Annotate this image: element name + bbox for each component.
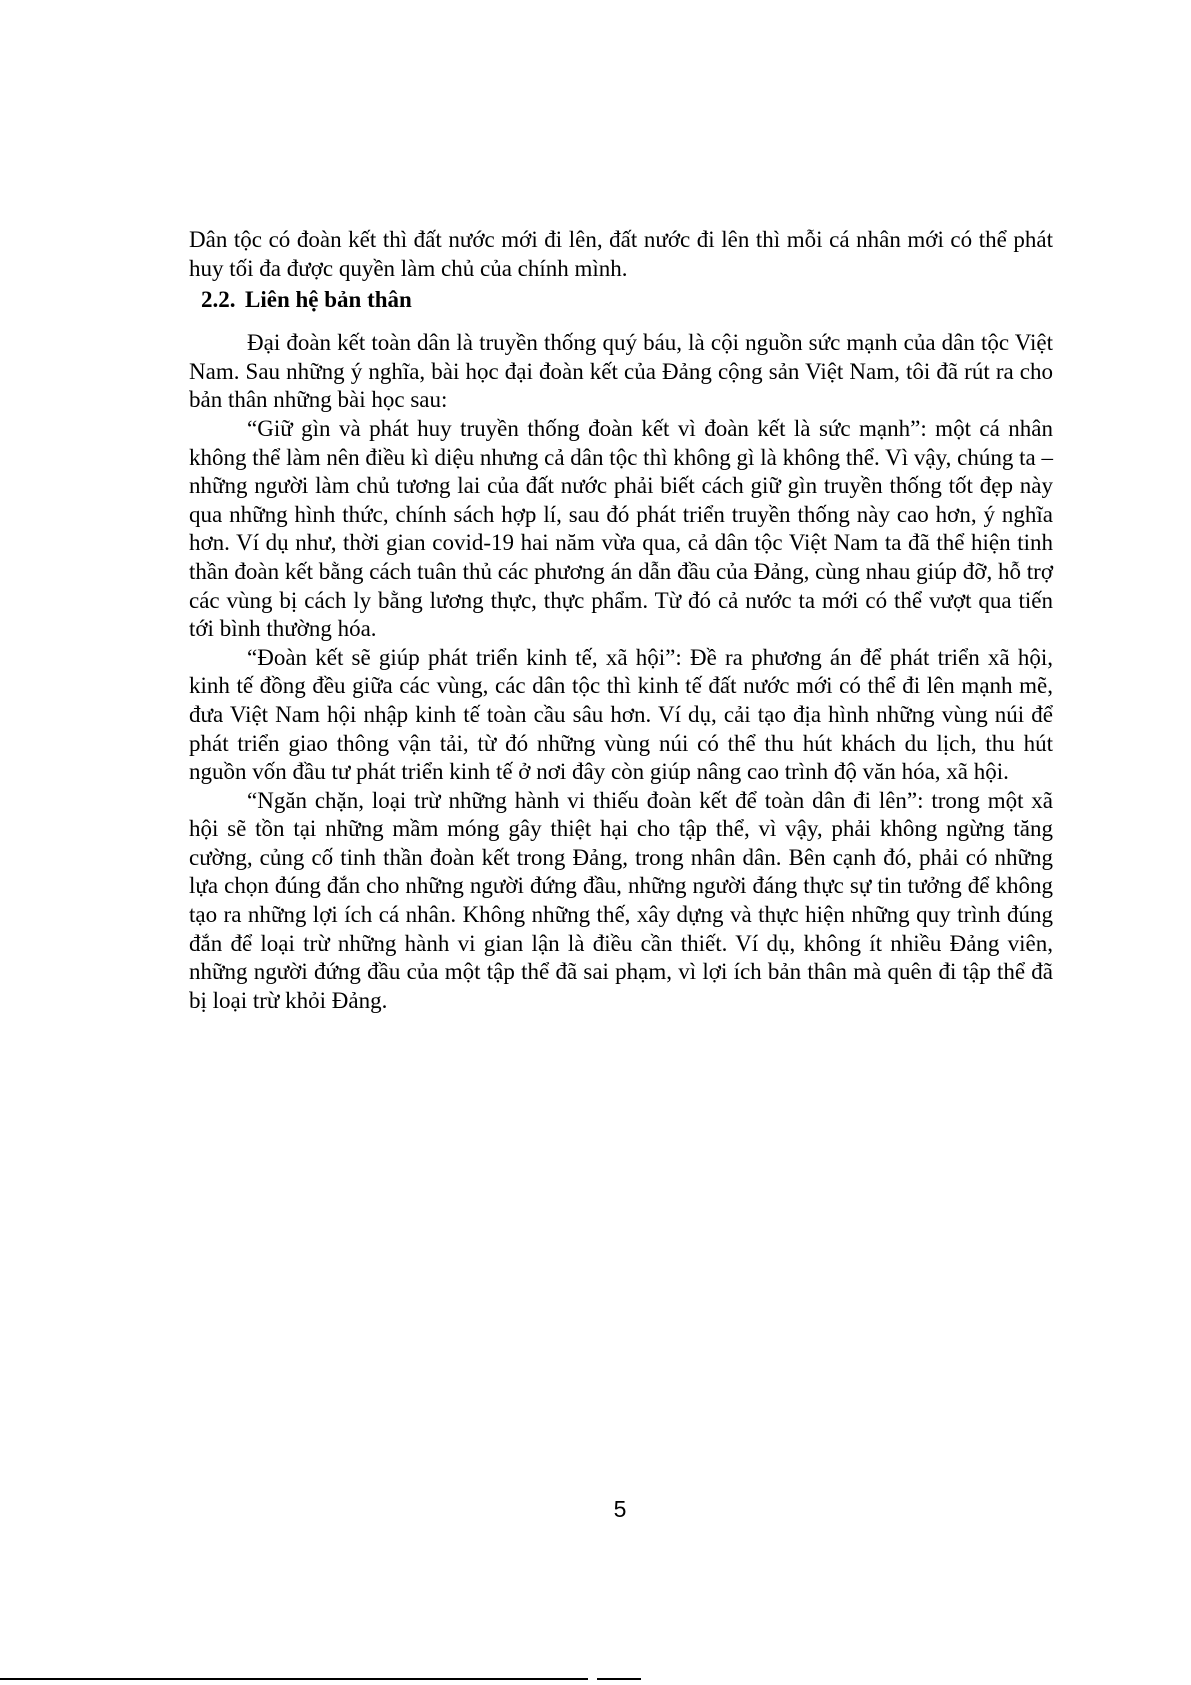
body-paragraph-1: Đại đoàn kết toàn dân là truyền thống quý báu, là cội nguồn sức mạnh của dân tộc Việt Nam. Sau những ý nghĩa, bài học đại đoàn kết của Đảng cộng sản Việt Nam, tôi đã rút ra cho bản thân những bài học sau: xyxy=(189,330,1053,413)
body-paragraph-2: “Giữ gìn và phát huy truyền thống đoàn kết vì đoàn kết là sức mạnh”: một cá nhân không thể làm nên điều kì diệu nhưng cả dân tộc thì không gì là không thể. Vì vậy, chúng ta – những người làm chủ tương lai của đất nước phải biết cách giữ gìn truyền thống tốt đẹp này qua những hình thức, chính sách hợp lí, sau đó phát triển truyền thống này cao hơn, ý nghĩa hơn. Ví dụ như, thời gian covid-19 hai năm vừa qua, cả dân tộc Việt Nam ta đã thể hiện tinh thần đoàn kết bằng cách tuân thủ các phương án dẫn đầu của Đảng, cùng nhau giúp đỡ, hỗ trợ các vùng bị cách ly bằng lương thực, thực phẩm. Từ đó cả nước ta mới có thể vượt qua tiến tới bình thường hóa. xyxy=(189,415,1053,642)
bottom-divider-line-short xyxy=(597,1678,641,1680)
bottom-divider-line xyxy=(0,1678,588,1680)
page-body xyxy=(189,226,1053,1015)
section-title: Liên hệ bản thân xyxy=(245,287,412,313)
section-number: 2.2. xyxy=(201,287,236,313)
body-paragraph-4: “Ngăn chặn, loại trừ những hành vi thiếu đoàn kết để toàn dân đi lên”: trong một xã hội sẽ tồn tại những mầm móng gây thiệt hại cho tập thể, vì vậy, phải không ngừng tăng cường, củng cố tinh thần đoàn kết trong Đảng, trong nhân dân. Bên cạnh đó, phải có những lựa chọn đúng đắn cho những người đứng đầu, những người đáng thực sự tin tưởng để không tạo ra những lợi ích cá nhân. Không những thế, xây dựng và thực hiện những quy trình đúng đắn để loại trừ những hành vi gian lận là điều cần thiết. Ví dụ, không ít nhiều Đảng viên, những người đứng đầu của một tập thể đã sai phạm, vì lợi ích bản thân mà quên đi tập thể đã bị loại trừ khỏi Đảng. xyxy=(189,787,1053,1013)
intro-paragraph: Dân tộc có đoàn kết thì đất nước mới đi lên, đất nước đi lên thì mỗi cá nhân mới có thể phát huy tối đa được quyền làm chủ của chính mình. xyxy=(189,227,1053,281)
section-heading xyxy=(201,285,1053,315)
body-paragraph-3: “Đoàn kết sẽ giúp phát triển kinh tế, xã hội”: Đề ra phương án để phát triển xã hội, kinh tế đồng đều giữa các vùng, các dân tộc thì kinh tế đất nước mới có thể đi lên mạnh mẽ, đưa Việt Nam hội nhập kinh tế toàn cầu sâu hơn. Ví dụ, cải tạo địa hình những vùng núi để phát triển giao thông vận tải, từ đó những vùng núi có thể thu hút khách du lịch, thu hút nguồn vốn đầu tư phát triển kinh tế ở nơi đây còn giúp nâng cao trình độ văn hóa, xã hội. xyxy=(189,644,1053,785)
page-number: 5 xyxy=(613,1496,627,1522)
